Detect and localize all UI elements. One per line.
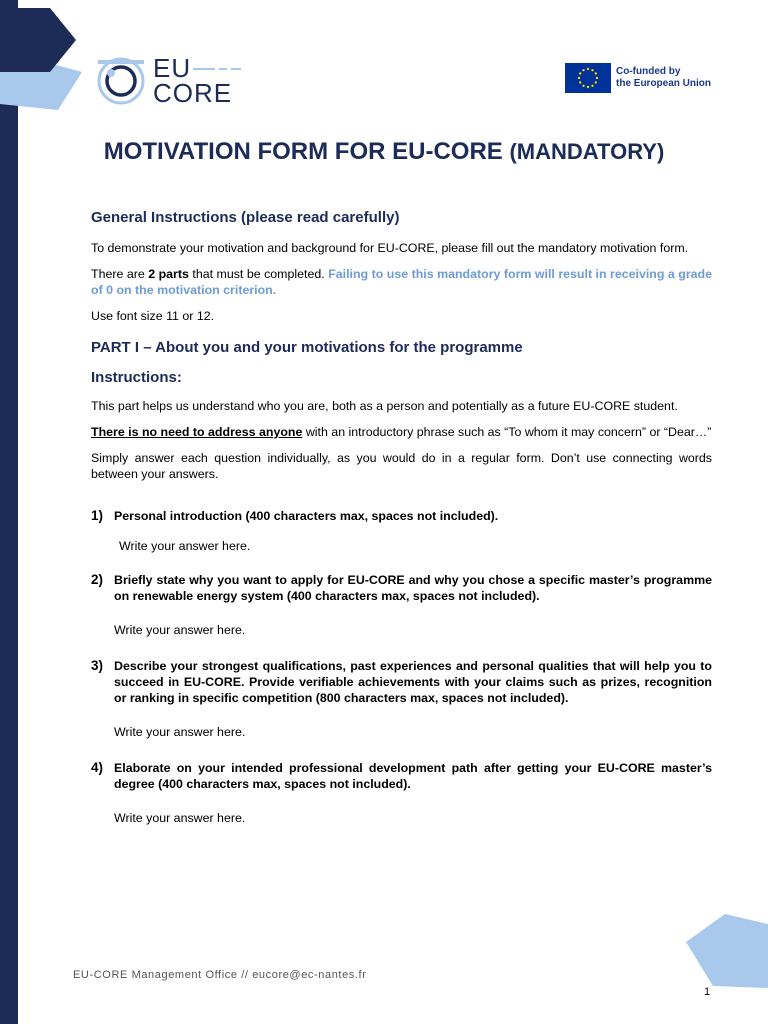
- question-3: [91, 658, 712, 706]
- question-text: Briefly state why you want to apply for EU-CORE and why you chose a specific master’s programme on renewable energy system (400 characters max, spaces not included).: [114, 573, 712, 603]
- question-4: [91, 760, 712, 792]
- eu-cofunded-line1: Co-funded by: [616, 66, 681, 77]
- decorative-hexagon-bottom: [683, 912, 768, 992]
- part1-heading: PART I – About you and your motivations for the programme: [91, 339, 523, 356]
- part1-p3: Simply answer each question individually, as you would do in a regular form. Don’t use connecting words between your answers.: [91, 451, 712, 481]
- part1-p2-rest: with an introductory phrase such as “To whom it may concern” or “Dear…”: [302, 425, 712, 439]
- general-instructions-p1: To demonstrate your motivation and background for EU-CORE, please fill out the mandatory motivation form.: [91, 241, 689, 255]
- question-1: [91, 508, 712, 524]
- part1-p2-emphasis: There is no need to address anyone: [91, 425, 303, 439]
- page-number: 1: [704, 986, 711, 998]
- eu-cofunded-line2: the European Union: [616, 78, 711, 89]
- p2-parts-count: 2 parts: [148, 267, 189, 281]
- eu-core-logo: [95, 53, 255, 108]
- question-number: 1): [91, 508, 104, 523]
- answer-1[interactable]: Write your answer here.: [119, 539, 251, 553]
- page-title: [0, 138, 768, 166]
- question-text: Personal introduction (400 characters max, spaces not included).: [114, 509, 499, 523]
- document-body: [91, 208, 712, 826]
- logo-text-eu: EU: [153, 53, 192, 83]
- general-instructions-heading: General Instructions (please read carefully): [91, 209, 400, 226]
- decorative-hexagon-shapes: [0, 0, 90, 115]
- answer-3[interactable]: Write your answer here.: [114, 725, 246, 739]
- logo-text-core: CORE: [153, 78, 233, 108]
- answer-2[interactable]: Write your answer here.: [114, 623, 246, 637]
- question-number: 4): [91, 760, 104, 775]
- page-title-main: MOTIVATION FORM FOR EU-CORE: [103, 138, 503, 165]
- question-text: Elaborate on your intended professional development path after getting your EU-CORE master’s degree (400 characters max, spaces not included).: [114, 761, 712, 791]
- p2-text-a: There are: [91, 267, 149, 281]
- question-number: 2): [91, 572, 104, 587]
- footer-contact: EU-CORE Management Office // eucore@ec-nantes.fr: [73, 969, 367, 981]
- p2-warning: Failing to use this mandatory form will result in receiving a grade of 0 on the motivation criterion.: [91, 267, 713, 297]
- part1-p1: This part helps us understand who you are, both as a person and potentially as a future EU-CORE student.: [91, 399, 678, 413]
- part1-p2: [91, 424, 712, 440]
- eu-flag-icon: [565, 63, 611, 93]
- p2-text-c: that must be completed.: [188, 267, 329, 281]
- answer-4[interactable]: Write your answer here.: [114, 811, 246, 825]
- question-2: [91, 572, 712, 604]
- part1-instructions-heading: Instructions:: [91, 369, 182, 386]
- question-text: Describe your strongest qualifications, past experiences and personal qualities that will help you to succeed in EU-CORE. Provide verifiable achievements with your claims such as prizes, recognition or ranking in specific competition (800 characters max, spaces not included).: [114, 659, 712, 705]
- general-instructions-p2: [91, 266, 712, 298]
- page-title-mandatory: (MANDATORY): [509, 139, 665, 164]
- general-instructions-font: Use font size 11 or 12.: [91, 309, 215, 323]
- question-number: 3): [91, 658, 104, 673]
- eu-cofunded-label: [616, 66, 711, 90]
